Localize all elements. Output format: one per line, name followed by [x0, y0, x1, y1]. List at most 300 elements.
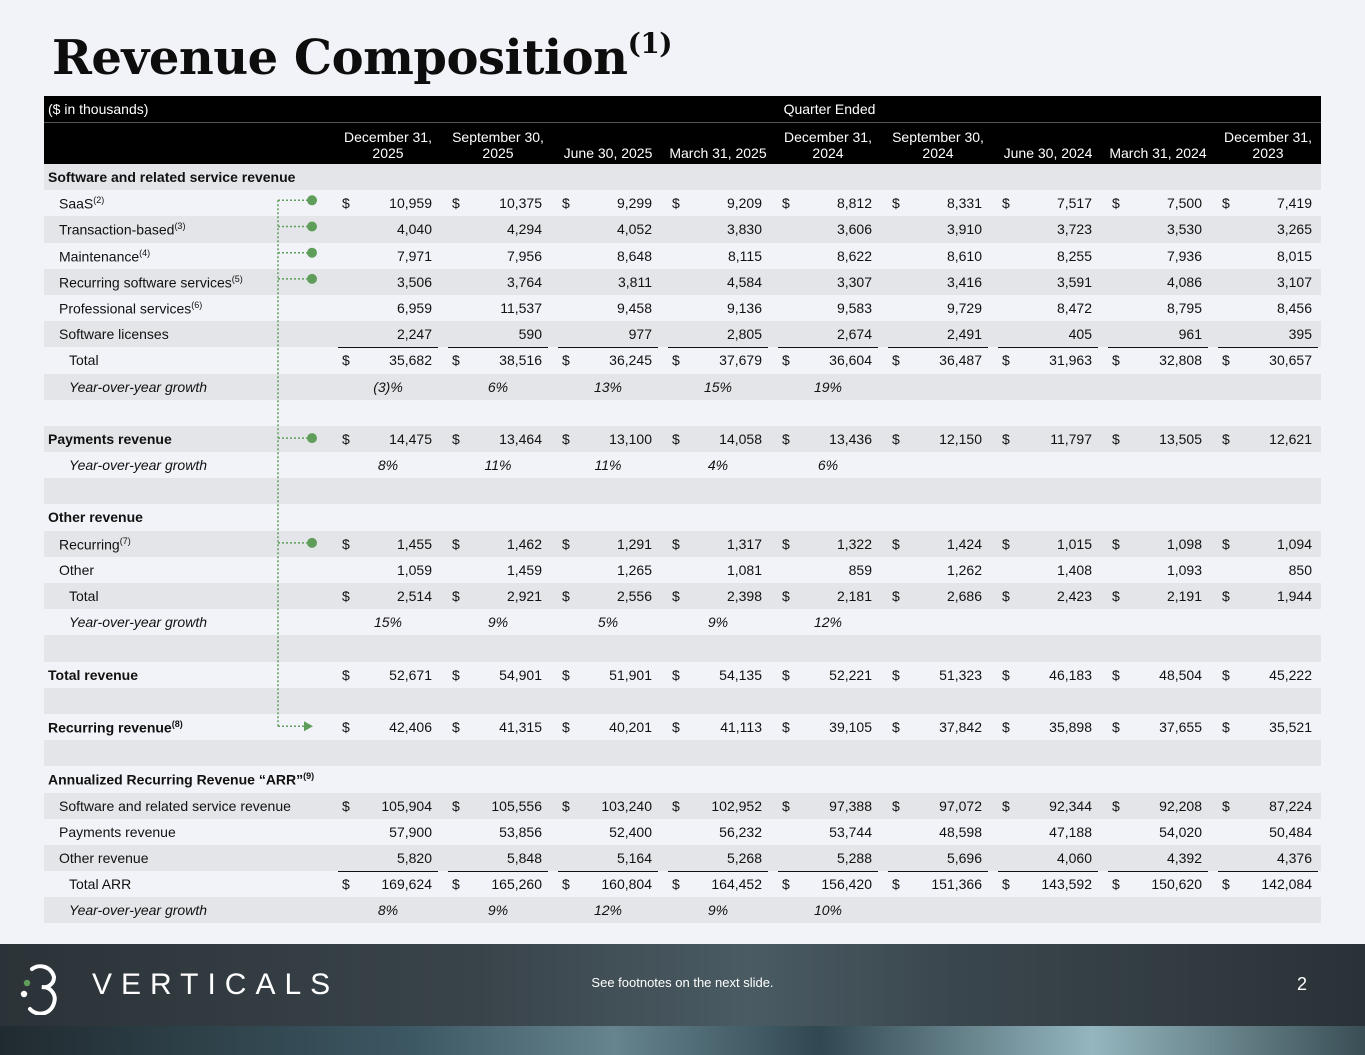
table-cell [888, 243, 988, 269]
cell-value: 3,764 [506, 273, 542, 290]
table-cell [338, 216, 438, 242]
row-label-text: Recurring [59, 536, 120, 553]
currency-symbol: $ [452, 430, 460, 447]
cell-value: 5,848 [506, 849, 542, 866]
currency-symbol: $ [1112, 430, 1120, 447]
cell-value: 57,900 [389, 823, 432, 840]
currency-symbol: $ [1222, 666, 1230, 683]
table-row [44, 688, 1321, 714]
currency-symbol: $ [782, 876, 790, 893]
row-label-text: SaaS [59, 195, 94, 212]
table-cell [448, 452, 548, 478]
table-cell [338, 871, 438, 897]
currency-symbol: $ [1222, 876, 1230, 893]
table-row [44, 583, 1321, 609]
cell-value: 5% [597, 614, 619, 631]
table-cell [1218, 583, 1318, 609]
table-cell [1218, 531, 1318, 557]
cell-value: 48,504 [1159, 666, 1202, 683]
cell-value: 4,294 [506, 221, 542, 238]
currency-symbol: $ [342, 535, 350, 552]
table-cell [998, 190, 1098, 216]
cell-value: 4% [707, 457, 729, 474]
cell-value: 3,910 [946, 221, 982, 238]
footnote-ref: (5) [231, 273, 243, 284]
cell-value: 52,400 [609, 823, 652, 840]
table-cell [1108, 583, 1208, 609]
cell-value: 32,808 [1159, 352, 1202, 369]
cell-value: 35,682 [389, 352, 432, 369]
quarter-header: March 31, 2024 [1109, 145, 1207, 161]
table-cell [998, 531, 1098, 557]
cell-value: 8,795 [1166, 299, 1202, 316]
cell-value: 12,621 [1269, 430, 1312, 447]
row-label-text: Annualized Recurring Revenue “ARR” [48, 771, 304, 788]
currency-symbol: $ [892, 666, 900, 683]
footer [0, 944, 1365, 1055]
cell-value: 40,201 [609, 718, 652, 735]
table-cell [778, 321, 878, 348]
cell-value: 51,323 [939, 666, 982, 683]
table-row [44, 871, 1321, 897]
table-cell [558, 819, 658, 845]
cell-value: 4,052 [616, 221, 652, 238]
table-cell [778, 793, 878, 819]
quarter-header: September 30, 2025 [452, 129, 544, 161]
table-cell [888, 321, 988, 348]
row-label [59, 850, 149, 866]
cell-value: 47,188 [1049, 823, 1092, 840]
cell-value: 3,530 [1166, 221, 1202, 238]
table-cell [448, 819, 548, 845]
table-cell [668, 426, 768, 452]
currency-symbol: $ [562, 666, 570, 683]
cell-value: 1,291 [616, 535, 652, 552]
cell-value: 590 [518, 326, 542, 343]
cell-value: 12% [813, 614, 843, 631]
row-label [59, 248, 150, 265]
row-label-text: Total revenue [48, 666, 138, 683]
row-label [59, 326, 169, 342]
row-label-text: Total [69, 588, 99, 604]
units-label: ($ in thousands) [48, 101, 149, 117]
footnote-ref: (9) [303, 771, 315, 782]
quarter-header-row [44, 122, 1321, 164]
table-row [44, 793, 1321, 819]
currency-symbol: $ [562, 876, 570, 893]
currency-symbol: $ [1002, 876, 1010, 893]
table-cell [998, 426, 1098, 452]
currency-symbol: $ [1002, 352, 1010, 369]
table-cell [558, 321, 658, 348]
currency-symbol: $ [452, 535, 460, 552]
row-label [69, 614, 207, 630]
table-cell [338, 321, 438, 348]
table-cell [558, 190, 658, 216]
cell-value: 7,500 [1166, 195, 1202, 212]
footnote-ref: (4) [139, 247, 151, 258]
table-cell [668, 243, 768, 269]
cell-value: 8,255 [1056, 247, 1092, 264]
table-cell [1218, 662, 1318, 688]
row-label [69, 352, 99, 368]
table-cell [338, 190, 438, 216]
table-cell [1108, 347, 1208, 373]
table-cell [1218, 295, 1318, 321]
table-row [44, 557, 1321, 583]
table-cell [998, 871, 1098, 897]
table-cell [668, 531, 768, 557]
cell-value: 2,247 [396, 326, 432, 343]
table-cell [1108, 452, 1208, 478]
currency-symbol: $ [672, 797, 680, 814]
cell-value: 103,240 [601, 797, 652, 814]
quarter-header: March 31, 2025 [669, 145, 767, 161]
currency-symbol: $ [672, 352, 680, 369]
cell-value: 4,584 [726, 273, 762, 290]
cell-value: 3,811 [618, 273, 652, 290]
currency-symbol: $ [1222, 588, 1230, 604]
table-cell [668, 897, 768, 923]
cell-value: 53,744 [829, 823, 872, 840]
cell-value: 8,331 [946, 195, 982, 212]
cell-value: 8,648 [616, 247, 652, 264]
table-cell [448, 897, 548, 923]
revenue-table [44, 96, 1321, 923]
cell-value: 6% [487, 378, 509, 395]
table-cell [998, 714, 1098, 740]
row-label-text: Year-over-year growth [69, 902, 207, 919]
row-label [69, 902, 207, 918]
table-cell [338, 714, 438, 740]
table-cell [888, 819, 988, 845]
footer-image-band [0, 1026, 1365, 1055]
table-cell [1218, 557, 1318, 584]
cell-value: 15% [373, 614, 403, 631]
cell-value: 30,657 [1269, 352, 1312, 369]
currency-symbol: $ [892, 195, 900, 212]
brand-wordmark: VERTICALS [92, 968, 340, 1001]
cell-value: 8,115 [728, 247, 762, 264]
table-cell [448, 426, 548, 452]
currency-symbol: $ [672, 430, 680, 447]
table-cell [1108, 190, 1208, 216]
currency-symbol: $ [452, 666, 460, 683]
table-row [44, 609, 1321, 635]
table-cell [448, 321, 548, 348]
table-cell [1218, 269, 1318, 295]
row-label [48, 667, 138, 683]
cell-value: 165,260 [491, 876, 542, 893]
table-cell [668, 793, 768, 819]
table-row [44, 714, 1321, 740]
row-label [48, 719, 183, 736]
cell-value: 977 [628, 326, 652, 343]
table-cell [1108, 662, 1208, 688]
cell-value: 11% [484, 457, 512, 474]
quarter-header: December 31, 2024 [784, 129, 872, 161]
table-cell [338, 295, 438, 321]
table-cell [1218, 845, 1318, 872]
cell-value: 3,606 [836, 221, 872, 238]
table-cell [778, 295, 878, 321]
currency-symbol: $ [562, 195, 570, 212]
page-number: 2 [1296, 974, 1307, 994]
currency-symbol: $ [782, 666, 790, 683]
cell-value: 164,452 [711, 876, 762, 893]
cell-value: 9,136 [726, 299, 762, 316]
cell-value: 11% [594, 457, 622, 474]
table-cell [668, 583, 768, 609]
cell-value: 3,830 [726, 221, 762, 238]
table-cell [778, 426, 878, 452]
table-row [44, 504, 1321, 530]
table-row [44, 295, 1321, 321]
row-label-text: Payments revenue [59, 823, 176, 840]
table-cell [998, 819, 1098, 845]
table-cell [1108, 426, 1208, 452]
row-label [69, 379, 207, 395]
row-label [48, 169, 295, 185]
cell-value: 97,388 [829, 797, 872, 814]
cell-value: 36,245 [609, 352, 652, 369]
cell-value: 87,224 [1269, 797, 1312, 814]
table-cell [888, 269, 988, 295]
cell-value: 961 [1178, 326, 1202, 343]
currency-symbol: $ [892, 797, 900, 814]
currency-symbol: $ [1002, 718, 1010, 735]
table-cell [338, 609, 438, 635]
table-cell [1108, 557, 1208, 584]
cell-value: 6,959 [396, 299, 432, 316]
cell-value: 5,164 [616, 849, 652, 866]
table-cell [558, 374, 658, 400]
currency-symbol: $ [1222, 352, 1230, 369]
table-cell [888, 871, 988, 897]
table-cell [998, 321, 1098, 348]
currency-symbol: $ [342, 666, 350, 683]
table-cell [668, 714, 768, 740]
table-cell [1108, 243, 1208, 269]
cell-value: 1,455 [396, 535, 432, 552]
table-cell [558, 295, 658, 321]
table-cell [888, 662, 988, 688]
title-footnote: (1) [627, 27, 673, 60]
cell-value: 4,376 [1276, 849, 1312, 866]
table-row [44, 190, 1321, 216]
currency-symbol: $ [342, 876, 350, 893]
currency-symbol: $ [452, 352, 460, 369]
table-cell [1218, 871, 1318, 897]
table-cell [668, 662, 768, 688]
cell-value: 8,015 [1276, 247, 1312, 264]
cell-value: 2,491 [946, 326, 982, 343]
cell-value: 12,150 [939, 430, 982, 447]
table-row [44, 897, 1321, 923]
cell-value: 48,598 [939, 823, 982, 840]
cell-value: 54,901 [499, 666, 542, 683]
cell-value: 13% [593, 378, 623, 395]
table-cell [668, 557, 768, 584]
cell-value: 53,856 [499, 823, 542, 840]
table-cell [558, 243, 658, 269]
currency-symbol: $ [562, 430, 570, 447]
row-label [59, 536, 131, 553]
cell-value: 92,344 [1049, 797, 1092, 814]
cell-value: 37,655 [1159, 718, 1202, 735]
table-cell [338, 243, 438, 269]
currency-symbol: $ [342, 718, 350, 735]
cell-value: 11,797 [1050, 430, 1092, 447]
cell-value: 42,406 [389, 718, 432, 735]
table-cell [1218, 819, 1318, 845]
cell-value: 102,952 [711, 797, 762, 814]
row-label [59, 221, 185, 238]
cell-value: 3,107 [1276, 273, 1312, 290]
currency-symbol: $ [1002, 430, 1010, 447]
footnote-note: See footnotes on the next slide. [591, 975, 774, 990]
table-row [44, 243, 1321, 269]
cell-value: 45,222 [1269, 666, 1312, 683]
cell-value: 143,592 [1041, 876, 1092, 893]
table-cell [1218, 897, 1318, 923]
table-row [44, 216, 1321, 242]
table-cell [998, 897, 1098, 923]
cell-value: 405 [1068, 326, 1092, 343]
currency-symbol: $ [892, 876, 900, 893]
table-row [44, 321, 1321, 347]
table-cell [778, 531, 878, 557]
row-label-text: Total [69, 352, 99, 369]
table-cell [1218, 243, 1318, 269]
footnote-ref: (3) [174, 221, 186, 232]
table-cell [448, 295, 548, 321]
table-cell [558, 452, 658, 478]
table-cell [448, 269, 548, 295]
cell-value: 1,265 [616, 561, 652, 578]
cell-value: 92,208 [1159, 797, 1202, 814]
table-cell [668, 845, 768, 872]
currency-symbol: $ [452, 797, 460, 814]
table-cell [338, 662, 438, 688]
row-label-text: Software and related service revenue [48, 169, 296, 185]
table-cell [778, 374, 878, 400]
cell-value: 1,459 [506, 561, 542, 578]
table-cell [998, 295, 1098, 321]
cell-value: 105,556 [491, 797, 542, 814]
cell-value: 46,183 [1049, 666, 1092, 683]
cell-value: 859 [848, 561, 872, 578]
currency-symbol: $ [1222, 195, 1230, 212]
currency-symbol: $ [1112, 797, 1120, 814]
cell-value: 1,462 [506, 535, 542, 552]
cell-value: 4,392 [1166, 849, 1202, 866]
table-cell [1108, 819, 1208, 845]
cell-value: 850 [1288, 561, 1312, 578]
table-cell [778, 216, 878, 242]
currency-symbol: $ [1002, 588, 1010, 604]
table-cell [1108, 609, 1208, 635]
table-cell [448, 609, 548, 635]
table-cell [888, 714, 988, 740]
table-row [44, 845, 1321, 871]
table-cell [668, 374, 768, 400]
cell-value: 8,812 [836, 195, 872, 212]
currency-symbol: $ [1002, 797, 1010, 814]
table-cell [1108, 269, 1208, 295]
cell-value: 9% [707, 614, 729, 631]
table-cell [338, 531, 438, 557]
table-row [44, 740, 1321, 766]
cell-value: 35,521 [1269, 718, 1312, 735]
cell-value: 1,408 [1056, 561, 1092, 578]
quarter-header: September 30, 2024 [892, 129, 984, 161]
table-cell [1218, 216, 1318, 242]
cell-value: 3,307 [836, 273, 872, 290]
cell-value: 3,416 [946, 273, 982, 290]
cell-value: 1,262 [946, 561, 982, 578]
currency-symbol: $ [892, 535, 900, 552]
table-row [44, 662, 1321, 688]
currency-symbol: $ [452, 718, 460, 735]
table-cell [448, 793, 548, 819]
table-cell [338, 374, 438, 400]
row-label-text: Other revenue [59, 849, 149, 866]
table-cell [1218, 793, 1318, 819]
table-cell [448, 714, 548, 740]
footnote-ref: (8) [171, 718, 183, 729]
currency-symbol: $ [782, 195, 790, 212]
cell-value: 41,315 [499, 718, 542, 735]
period-header: Quarter Ended [783, 101, 876, 117]
table-cell [338, 426, 438, 452]
currency-symbol: $ [1112, 588, 1120, 604]
cell-value: 51,901 [609, 666, 652, 683]
table-cell [448, 845, 548, 872]
currency-symbol: $ [562, 352, 570, 369]
cell-value: 7,419 [1276, 195, 1312, 212]
currency-symbol: $ [892, 718, 900, 735]
row-label [69, 457, 207, 473]
currency-symbol: $ [672, 718, 680, 735]
cell-value: 13,100 [609, 430, 652, 447]
cell-value: 4,060 [1056, 849, 1092, 866]
table-cell [888, 426, 988, 452]
table-cell [1108, 897, 1208, 923]
table-cell [888, 452, 988, 478]
table-cell [998, 583, 1098, 609]
table-cell [338, 347, 438, 373]
row-label-text: Payments revenue [48, 430, 172, 447]
cell-value: 5,696 [946, 849, 982, 866]
table-cell [448, 871, 548, 897]
table-cell [888, 347, 988, 373]
row-label [59, 274, 243, 291]
row-label-text: Software and related service revenue [59, 797, 291, 814]
table-cell [778, 871, 878, 897]
cell-value: 52,221 [829, 666, 872, 683]
currency-symbol: $ [1002, 535, 1010, 552]
currency-symbol: $ [1112, 876, 1120, 893]
cell-value: 15% [703, 378, 733, 395]
table-row [44, 269, 1321, 295]
row-label-text: Professional services [59, 300, 192, 317]
cell-value: 2,191 [1166, 588, 1202, 604]
row-label-text: Transaction-based [59, 222, 175, 239]
cell-value: 38,516 [499, 352, 542, 369]
page-title: Revenue Composition$^{(1)}$ [52, 27, 673, 86]
table-cell [1218, 452, 1318, 478]
